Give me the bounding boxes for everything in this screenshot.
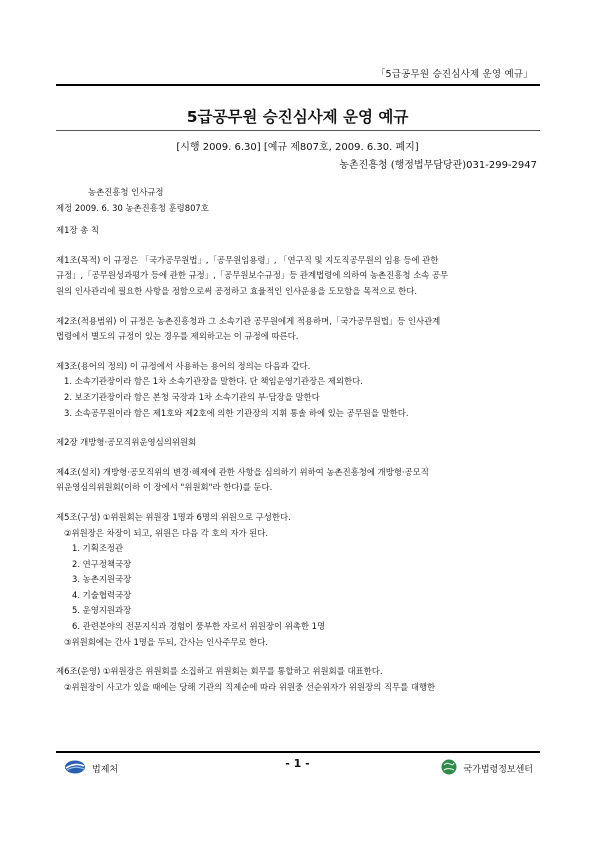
article-5-line: ②위원장은 차장이 되고, 위원은 다음 각 호의 자가 된다. bbox=[64, 527, 269, 538]
article-4-line: 위운영심의위원회(이하 이 장에서 "위원회"라 한다)를 둔다. bbox=[56, 482, 273, 493]
list-item: 3. 소속공무원이라 함은 제1호와 제2호에 의한 기관장의 지휘 통솔 하에 있는 공무원을 말한다. bbox=[64, 407, 409, 418]
list-item: 1. 기획조정관 bbox=[72, 543, 124, 554]
article-3-intro: 제3조(용어의 정의) 이 규정에서 사용하는 용어의 정의는 다음과 같다. bbox=[56, 360, 311, 371]
list-item: 6. 관련분야의 전문지식과 경험이 풍부한 자로서 위원장이 위촉한 1명 bbox=[72, 621, 326, 632]
article-4-line: 제4조(설치) 개방형·공모직위의 변경·해제에 관한 사항을 심의하기 위하여 농촌진흥청에 개방형·공모직 bbox=[56, 466, 429, 477]
list-item: 3. 농촌지원국장 bbox=[72, 574, 132, 585]
list-item: 2. 보조기관장이라 함은 본청 국장과 1차 소속기관의 부·담장을 말한다 bbox=[64, 391, 320, 402]
document-body bbox=[56, 185, 542, 695]
title-rule bbox=[56, 130, 540, 131]
article-6-line: 제6조(운영) ①위원장은 위원회를 소집하고 위원회는 회무를 통할하고 위원회를 대표한다. bbox=[56, 666, 383, 677]
ministry-line: 농촌진흥청 (행정법무담당관)031-299-2947 bbox=[339, 160, 537, 171]
footer-right-label: 국가법령정보센터 bbox=[463, 765, 533, 775]
enacted-line: 제정 2009. 6. 30 농촌진흥청 훈령807호 bbox=[56, 202, 209, 213]
page-title: 5급공무원 승진심사제 운영 예규 bbox=[186, 108, 409, 126]
globe-logo-icon bbox=[441, 759, 457, 778]
list-item: 2. 연구정책국장 bbox=[72, 558, 132, 569]
article-6-line: ②위원장이 사고가 있을 때에는 당해 기관의 직제순에 따라 위원중 선순위자가 위원장의 직무를 대행한 bbox=[64, 681, 436, 692]
footer-rule bbox=[56, 751, 540, 753]
footer-left-label: 법제처 bbox=[92, 765, 119, 775]
enactment-line: [시행 2009. 6.30] [예규 제807호, 2009. 6.30. 폐지] bbox=[176, 142, 419, 153]
header-tag: 「5급공무원 승진심사제 운영 예규」 bbox=[375, 69, 533, 80]
article-1-line: 규정」,「공무원성과평가 등에 관한 규정」,「공무원보수규정」등 관계법령에 의하여 농촌진흥청 소속 공무 bbox=[56, 270, 449, 281]
header-rule bbox=[56, 84, 540, 86]
article-2-line: 법령에서 별도의 규정이 있는 경우를 제외하고는 이 규정에 따른다. bbox=[56, 331, 299, 342]
chapter-heading: 제1장 총 칙 bbox=[56, 225, 100, 236]
origin-line: 농촌진흥청 인사규정 bbox=[88, 187, 164, 197]
article-1-line: 원의 인사관리에 필요한 사항을 정함으로써 공정하고 효율적인 인사운용을 도모함을 목적으로 한다. bbox=[56, 285, 417, 296]
chapter-heading: 제2장 개방형·공모직위운영심의위원회 bbox=[56, 437, 197, 448]
page-number: - 1 - bbox=[285, 757, 310, 770]
list-item: 4. 기술협력국장 bbox=[72, 589, 132, 600]
footer-right bbox=[441, 759, 533, 778]
article-2-line: 제2조(적용범위) 이 규정은 농촌진흥청과 그 소속기관 공무원에게 적용하며,「국가공무원법」등 인사관계 bbox=[56, 315, 441, 326]
article-1-line: 제1조(목적) 이 규정은 「국가공무원법」,「공무원임용령」, 「연구직 및 지도직공무원의 임용 등에 관한 bbox=[56, 254, 439, 265]
article-5-line: 제5조(구성) ①위원회는 위원장 1명과 6명의 위원으로 구성한다. bbox=[56, 511, 291, 522]
list-item: 5. 운영지원과장 bbox=[72, 605, 132, 616]
article-5-line: ③위원회에는 간사 1명을 두되, 간사는 인사주무로 한다. bbox=[64, 636, 269, 647]
list-item: 1. 소속기관장이라 함은 1차 소속기관장을 말한다. 단 책임운영기관장은 제외한다. bbox=[64, 376, 363, 387]
